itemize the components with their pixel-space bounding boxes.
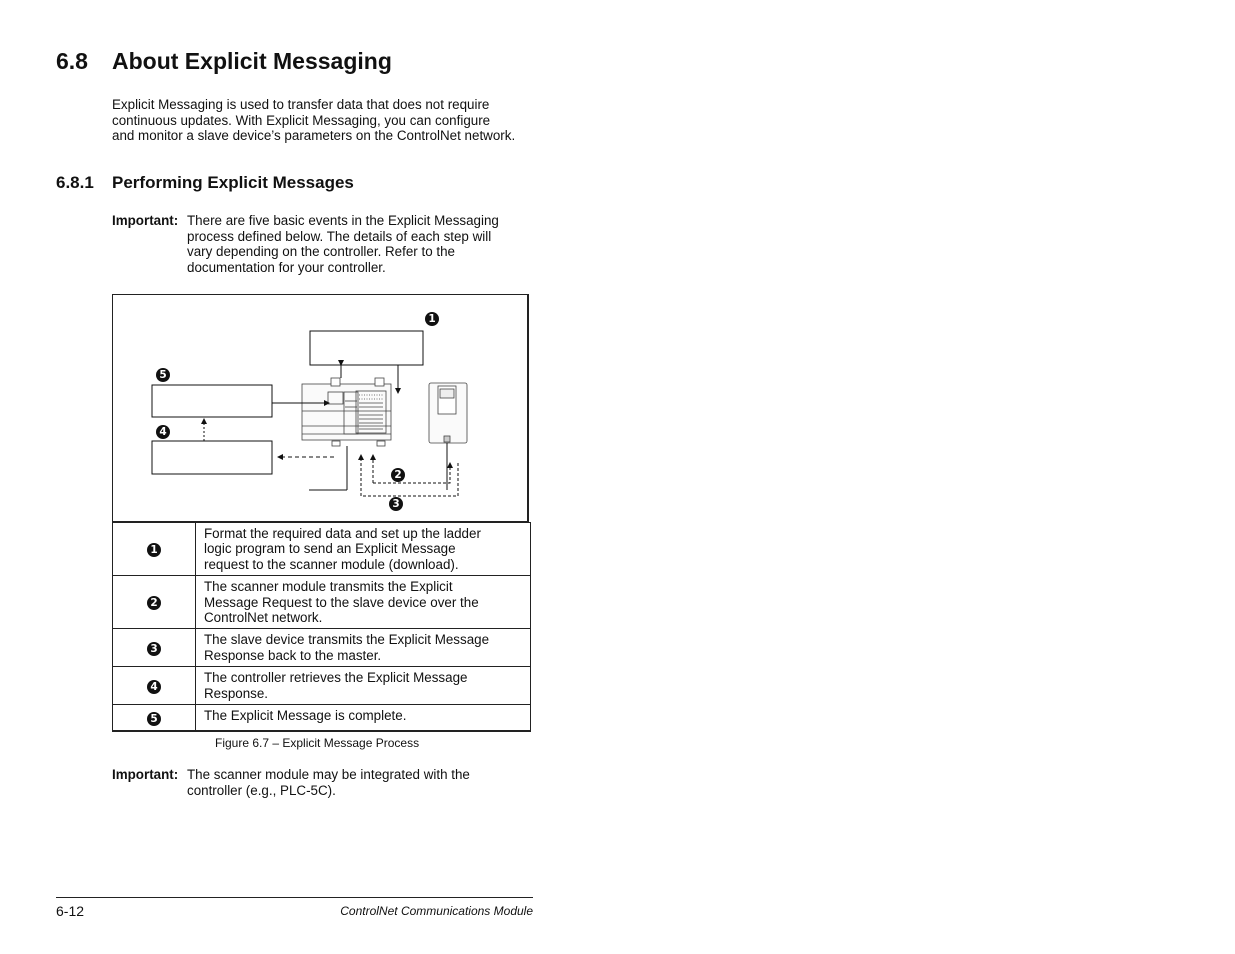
section-number: 6.8 xyxy=(56,48,88,74)
step-description-cell xyxy=(196,576,531,629)
step-line: The slave device transmits the Explicit Message xyxy=(204,632,490,648)
step-number-cell xyxy=(113,629,196,667)
step-line: ControlNet network. xyxy=(204,610,323,626)
steps-table xyxy=(112,522,531,732)
page-number: 6-12 xyxy=(56,903,85,919)
intro-line: Explicit Messaging is used to transfer data that does not require xyxy=(112,97,490,112)
step-number-cell xyxy=(113,576,196,629)
step-line: Format the required data and set up the ladder xyxy=(204,526,481,541)
table-row xyxy=(113,523,531,576)
step-number-cell xyxy=(113,523,196,576)
table-row xyxy=(113,576,531,629)
step-marker-icon: 5 xyxy=(147,712,161,726)
retrieve-box xyxy=(152,441,272,474)
step-line: The Explicit Message is complete. xyxy=(204,708,407,724)
table-row xyxy=(113,667,531,705)
important-line: There are five basic events in the Explicit Messaging xyxy=(187,213,499,228)
important-line: The scanner module may be integrated with the xyxy=(187,767,470,782)
section-title: About Explicit Messaging xyxy=(112,48,392,74)
subsection-number: 6.8.1 xyxy=(56,173,94,192)
step-marker-icon: 1 xyxy=(147,543,161,557)
step-line: Message Request to the slave device over the xyxy=(204,594,479,610)
footer-title: ControlNet Communications Module xyxy=(340,904,533,918)
subsection-title: Performing Explicit Messages xyxy=(112,173,354,192)
important-note-2 xyxy=(112,767,532,799)
intro-line: continuous updates. With Explicit Messaging, you can configure xyxy=(112,112,491,128)
important-note-1 xyxy=(112,213,532,277)
plc-rack-icon xyxy=(302,378,391,446)
important-label: Important: xyxy=(112,213,179,228)
marker-2-icon: 2 xyxy=(391,468,405,482)
step-line: logic program to send an Explicit Message xyxy=(204,541,456,557)
step-marker-icon: 2 xyxy=(147,596,161,610)
step-marker-icon: 4 xyxy=(147,680,161,694)
table-row xyxy=(113,629,531,667)
step-line: Response. xyxy=(204,685,269,701)
step-number-cell xyxy=(113,705,196,731)
intro-line: and monitor a slave device’s parameters on the ControlNet network. xyxy=(112,128,516,144)
important-line: vary depending on the controller. Refer to the xyxy=(187,244,455,260)
important-line: controller (e.g., PLC-5C). xyxy=(187,782,336,798)
step-line: Response back to the master. xyxy=(204,647,382,663)
marker-4-icon: 4 xyxy=(156,425,170,439)
complete-box xyxy=(152,385,272,417)
important-line: documentation for your controller. xyxy=(187,259,386,275)
slave-device-icon xyxy=(429,383,467,443)
ladder-logic-box xyxy=(310,331,423,365)
step-line: request to the scanner module (download). xyxy=(204,556,459,572)
footer-rule xyxy=(56,897,533,898)
diagram-svg xyxy=(113,295,530,523)
marker-1-icon: 1 xyxy=(425,312,439,326)
marker-3-icon: 3 xyxy=(389,497,403,511)
subsection-heading xyxy=(56,173,354,193)
intro-paragraph xyxy=(112,97,542,144)
step-description-cell xyxy=(196,667,531,705)
step-marker-icon: 3 xyxy=(147,642,161,656)
figure-caption: Figure 6.7 – Explicit Message Process xyxy=(215,736,420,750)
step-description-cell xyxy=(196,523,531,576)
section-heading xyxy=(56,48,392,75)
step-line: The controller retrieves the Explicit Message xyxy=(204,670,468,686)
important-label: Important: xyxy=(112,767,179,782)
step-number-cell xyxy=(113,667,196,705)
explicit-message-diagram xyxy=(112,294,529,522)
step-description-cell xyxy=(196,705,531,731)
marker-5-icon: 5 xyxy=(156,368,170,382)
important-line: process defined below. The details of each step will xyxy=(187,228,492,244)
step-description-cell xyxy=(196,629,531,667)
step-line: The scanner module transmits the Explicit xyxy=(204,579,453,595)
table-row xyxy=(113,705,531,731)
